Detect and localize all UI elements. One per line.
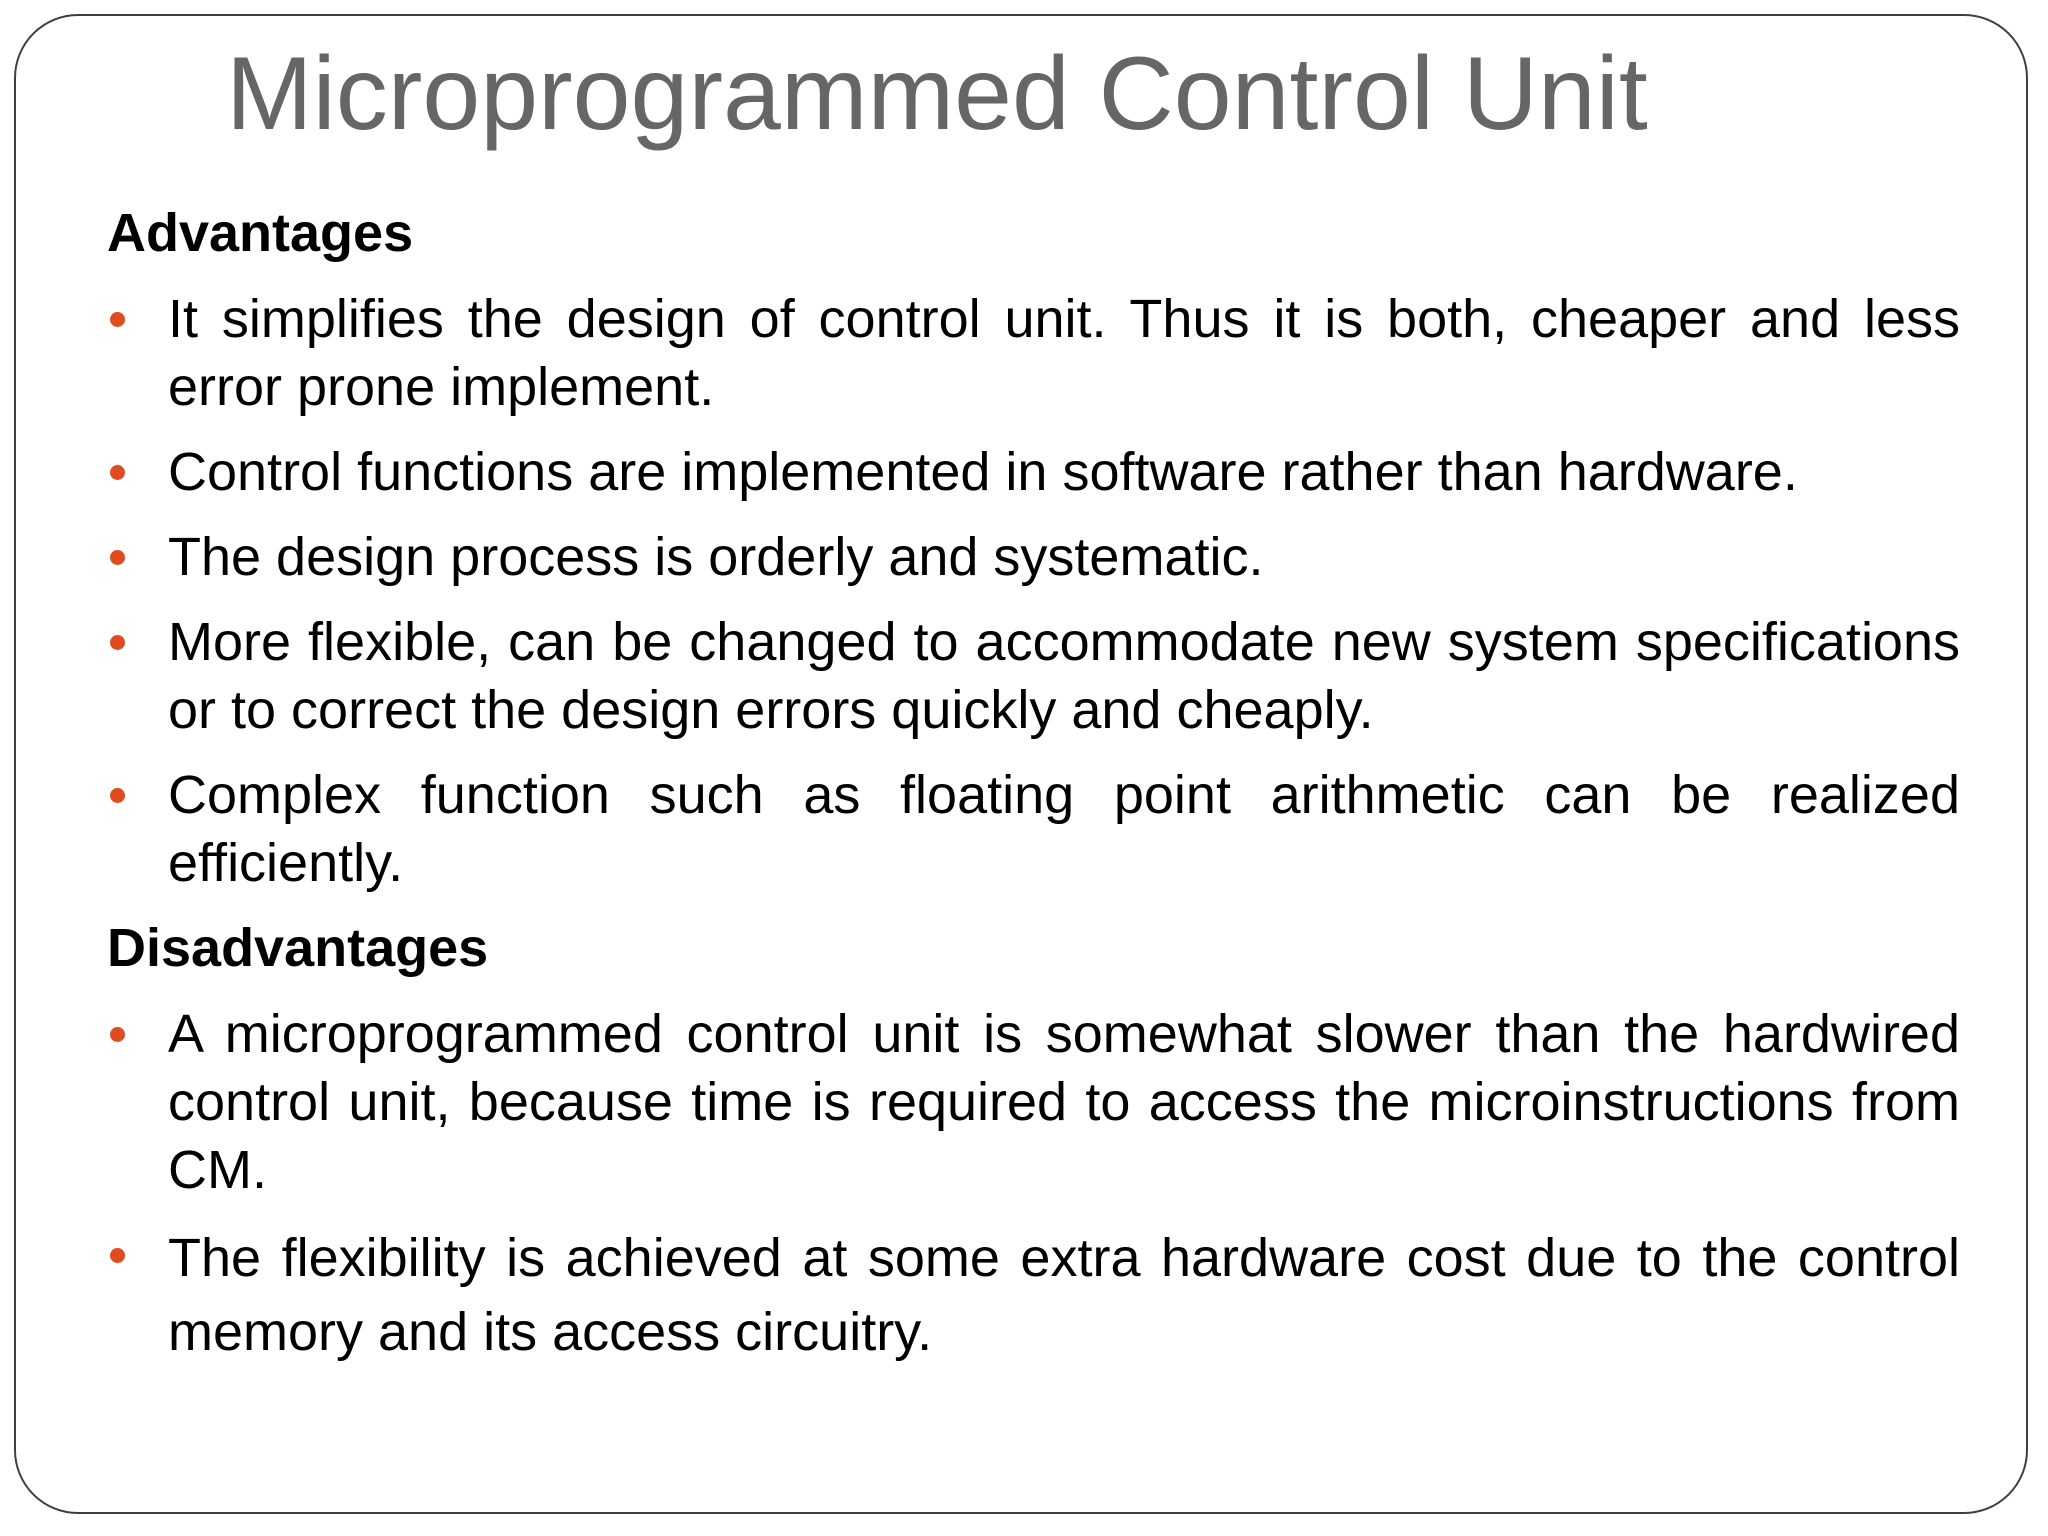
bullet-icon [110, 635, 125, 650]
bullet-text: Complex function such as floating point arithmetic can be realized efficiently. [168, 765, 1960, 893]
bullet-text: The flexibility is achieved at some extra hardware cost due to the control memory and its access circuitry. [168, 1228, 1960, 1362]
bullet-icon [110, 465, 125, 480]
list-item [107, 608, 1960, 744]
list-item [107, 761, 1960, 897]
list-item [107, 1000, 1960, 1204]
bullet-icon [110, 312, 125, 327]
slide-body [107, 198, 1960, 1369]
disadvantages-list [107, 1000, 1960, 1369]
bullet-text: The design process is orderly and systematic. [168, 527, 1264, 587]
bullet-icon [110, 788, 125, 803]
bullet-icon [110, 1248, 125, 1263]
advantages-heading: Advantages [107, 203, 414, 263]
list-item [107, 438, 1960, 506]
bullet-icon [110, 1027, 125, 1042]
disadvantages-heading: Disadvantages [107, 918, 489, 978]
list-item [107, 285, 1960, 421]
bullet-text: It simplifies the design of control unit. Thus it is both, cheaper and less error prone implement. [168, 289, 1960, 417]
list-item [107, 1221, 1960, 1369]
bullet-text: More flexible, can be changed to accommodate new system specifications or to correct the design errors quickly and cheaply. [168, 612, 1960, 740]
bullet-text: Control functions are implemented in software rather than hardware. [168, 442, 1798, 502]
bullet-icon [110, 550, 125, 565]
slide-title: Microprogrammed Control Unit [226, 36, 1648, 152]
bullet-text: A microprogrammed control unit is somewhat slower than the hardwired control unit, because time is required to access the microinstructions from CM. [168, 1004, 1960, 1200]
advantages-list [107, 285, 1960, 897]
list-item [107, 523, 1960, 591]
